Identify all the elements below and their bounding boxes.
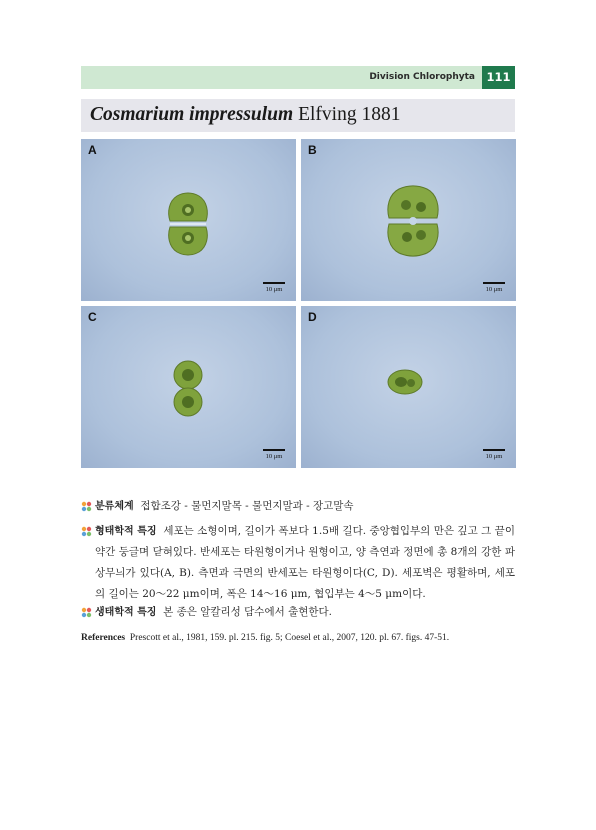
- scale-label-a: 10 μm: [265, 286, 283, 293]
- species-authority: Elfving 1881: [293, 104, 401, 125]
- scale-bar-c: [263, 449, 285, 460]
- ecology-label: 생태학적 특징: [95, 607, 157, 618]
- scale-label-d: 10 μm: [485, 453, 503, 460]
- morphology-text: 세포는 소형이며, 길이가 폭보다 1.5배 길다. 중앙협입부의 만은 깊고 그 끝이 약간 둥글며 닫혀있다. 반세포는 타원형이거나 원형이고, 양 측연과 정면에 총 8개의 강한 파상무늬가 있다(A, B). 측면과 극면의 반세포는 타원형이다(C, D). 세포벽은 평활하며, 세포의 길이는 20～22 μm이며, 폭은 14～16 μm, 협입부는 4～5 μm이다.: [95, 525, 515, 600]
- species-title: [90, 104, 400, 126]
- morphology-label: 형태학적 특징: [95, 526, 157, 537]
- title-bar: [81, 99, 515, 132]
- running-header: [81, 66, 515, 89]
- bullet-icon: [81, 526, 92, 537]
- species-name: Cosmarium impressulum: [90, 104, 294, 125]
- scale-label-b: 10 μm: [485, 286, 503, 293]
- ecology-section: [81, 602, 515, 623]
- ecology-text: 본 종은 알칼리성 담수에서 출현한다.: [163, 606, 332, 618]
- scale-label-c: 10 μm: [265, 453, 283, 460]
- header-division: Division Chlorophyta: [369, 72, 475, 82]
- scale-bar-b: [483, 282, 505, 293]
- bullet-icon: [81, 607, 92, 618]
- micrograph-d: [301, 306, 516, 468]
- references-label: References: [81, 633, 126, 643]
- cell-image-b: [301, 139, 516, 301]
- panel-letter-d: D: [308, 310, 317, 324]
- taxonomy-label: 분류체계: [95, 501, 134, 512]
- scale-bar-d: [483, 449, 505, 460]
- taxonomy-text: 접합조강 - 물먼지말목 - 물먼지말과 - 장고말속: [140, 500, 354, 512]
- panel-letter-a: A: [88, 143, 97, 157]
- bullet-icon: [81, 501, 92, 512]
- micrograph-a: [81, 139, 296, 301]
- micrograph-b: [301, 139, 516, 301]
- panel-letter-b: B: [308, 143, 317, 157]
- scale-bar-a: [263, 282, 285, 293]
- references-text: Prescott et al., 1981, 159. pl. 215. fig. 5; Coesel et al., 2007, 120. pl. 67. figs. 47-51.: [129, 633, 450, 643]
- morphology-section: [81, 521, 515, 605]
- cell-image-d: [301, 306, 516, 468]
- cell-image-c: [81, 306, 296, 468]
- references: [81, 631, 515, 645]
- panel-letter-c: C: [88, 310, 97, 324]
- taxonomy-section: [81, 496, 515, 517]
- cell-image-a: [81, 139, 296, 301]
- micrograph-c: [81, 306, 296, 468]
- page-number: 111: [482, 66, 515, 89]
